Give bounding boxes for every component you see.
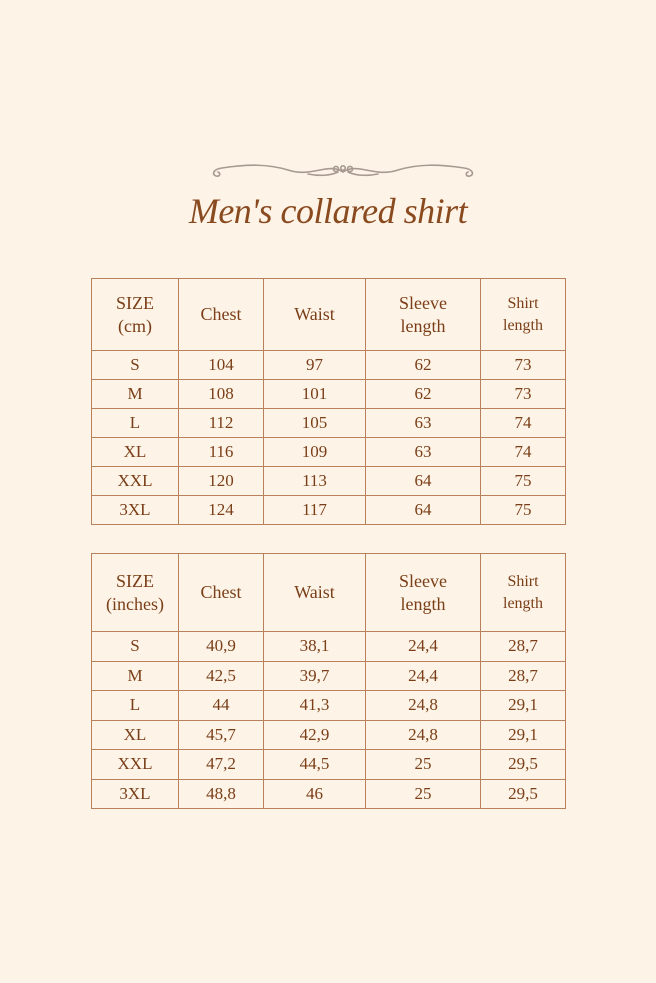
cell-waist: 101 [264, 380, 366, 409]
table-row [92, 438, 566, 467]
cell-size: L [92, 409, 179, 438]
cell-size: S [92, 632, 179, 662]
cell-chest: 112 [179, 409, 264, 438]
cell-chest: 40,9 [179, 632, 264, 662]
header-line: length [400, 315, 446, 336]
page-title: Men's collared shirt [188, 191, 468, 231]
cell-size: 3XL [92, 779, 179, 809]
cell-waist: 113 [264, 467, 366, 496]
header-waist [264, 279, 366, 351]
cell-chest: 104 [179, 351, 264, 380]
header-line: (cm) [118, 315, 152, 336]
header-line: (inches) [106, 593, 164, 614]
cell-sleeve-length: 25 [366, 750, 481, 780]
header-line: SIZE [116, 292, 154, 313]
cell-shirt-length: 73 [481, 351, 566, 380]
header-line: Chest [200, 582, 242, 602]
cell-sleeve-length: 62 [366, 351, 481, 380]
size-table-inches [91, 553, 566, 809]
cell-size: M [92, 661, 179, 691]
header-size-inches [92, 554, 179, 632]
header-sleeve-length [366, 279, 481, 351]
cell-size: M [92, 380, 179, 409]
cell-size: XXL [92, 467, 179, 496]
table-row [92, 496, 566, 525]
header-line: Shirt [507, 572, 539, 590]
table-header-row [92, 279, 566, 351]
header-line: length [400, 593, 446, 614]
cell-shirt-length: 29,1 [481, 720, 566, 750]
cell-sleeve-length: 63 [366, 409, 481, 438]
cell-size: XL [92, 720, 179, 750]
cell-chest: 120 [179, 467, 264, 496]
header-line: Waist [294, 582, 335, 602]
table-row [92, 632, 566, 662]
header-chest [179, 554, 264, 632]
cell-waist: 109 [264, 438, 366, 467]
header-sleeve-length [366, 554, 481, 632]
cell-sleeve-length: 64 [366, 496, 481, 525]
header-chest [179, 279, 264, 351]
scroll-flourish-divider-icon [208, 158, 478, 184]
table-row [92, 750, 566, 780]
size-table-cm [91, 278, 566, 525]
cell-chest: 44 [179, 691, 264, 721]
cell-waist: 44,5 [264, 750, 366, 780]
table-row [92, 380, 566, 409]
cell-size: S [92, 351, 179, 380]
cell-shirt-length: 29,5 [481, 750, 566, 780]
cell-chest: 48,8 [179, 779, 264, 809]
table-row [92, 720, 566, 750]
cell-chest: 42,5 [179, 661, 264, 691]
cell-waist: 38,1 [264, 632, 366, 662]
header-line: length [503, 316, 543, 334]
header-shirt-length [481, 279, 566, 351]
table-row [92, 409, 566, 438]
cell-waist: 46 [264, 779, 366, 809]
table-row [92, 467, 566, 496]
cell-shirt-length: 28,7 [481, 661, 566, 691]
cell-chest: 45,7 [179, 720, 264, 750]
cell-shirt-length: 75 [481, 496, 566, 525]
cell-size: 3XL [92, 496, 179, 525]
cell-chest: 108 [179, 380, 264, 409]
header-line: Sleeve [399, 292, 447, 313]
cell-sleeve-length: 64 [366, 467, 481, 496]
cell-chest: 116 [179, 438, 264, 467]
cell-sleeve-length: 24,8 [366, 691, 481, 721]
cell-waist: 39,7 [264, 661, 366, 691]
cell-shirt-length: 74 [481, 438, 566, 467]
table-header-row [92, 554, 566, 632]
cell-chest: 47,2 [179, 750, 264, 780]
cell-size: L [92, 691, 179, 721]
cell-sleeve-length: 24,4 [366, 632, 481, 662]
header-shirt-length [481, 554, 566, 632]
cell-waist: 97 [264, 351, 366, 380]
cell-shirt-length: 28,7 [481, 632, 566, 662]
header-line: Shirt [507, 294, 539, 312]
cell-sleeve-length: 24,8 [366, 720, 481, 750]
cell-waist: 42,9 [264, 720, 366, 750]
cell-waist: 117 [264, 496, 366, 525]
cell-sleeve-length: 63 [366, 438, 481, 467]
cell-sleeve-length: 62 [366, 380, 481, 409]
cell-shirt-length: 75 [481, 467, 566, 496]
table-row [92, 691, 566, 721]
header-line: SIZE [116, 570, 154, 591]
table-row [92, 351, 566, 380]
cell-size: XXL [92, 750, 179, 780]
cell-shirt-length: 73 [481, 380, 566, 409]
header-line: Sleeve [399, 570, 447, 591]
cell-chest: 124 [179, 496, 264, 525]
cell-sleeve-length: 24,4 [366, 661, 481, 691]
cell-waist: 41,3 [264, 691, 366, 721]
header-line: Waist [294, 304, 335, 324]
header-line: length [503, 594, 543, 612]
cell-size: XL [92, 438, 179, 467]
cell-sleeve-length: 25 [366, 779, 481, 809]
table-row [92, 661, 566, 691]
header-size-cm [92, 279, 179, 351]
cell-shirt-length: 29,1 [481, 691, 566, 721]
cell-shirt-length: 29,5 [481, 779, 566, 809]
cell-waist: 105 [264, 409, 366, 438]
header-waist [264, 554, 366, 632]
header-line: Chest [200, 304, 242, 324]
table-row [92, 779, 566, 809]
cell-shirt-length: 74 [481, 409, 566, 438]
